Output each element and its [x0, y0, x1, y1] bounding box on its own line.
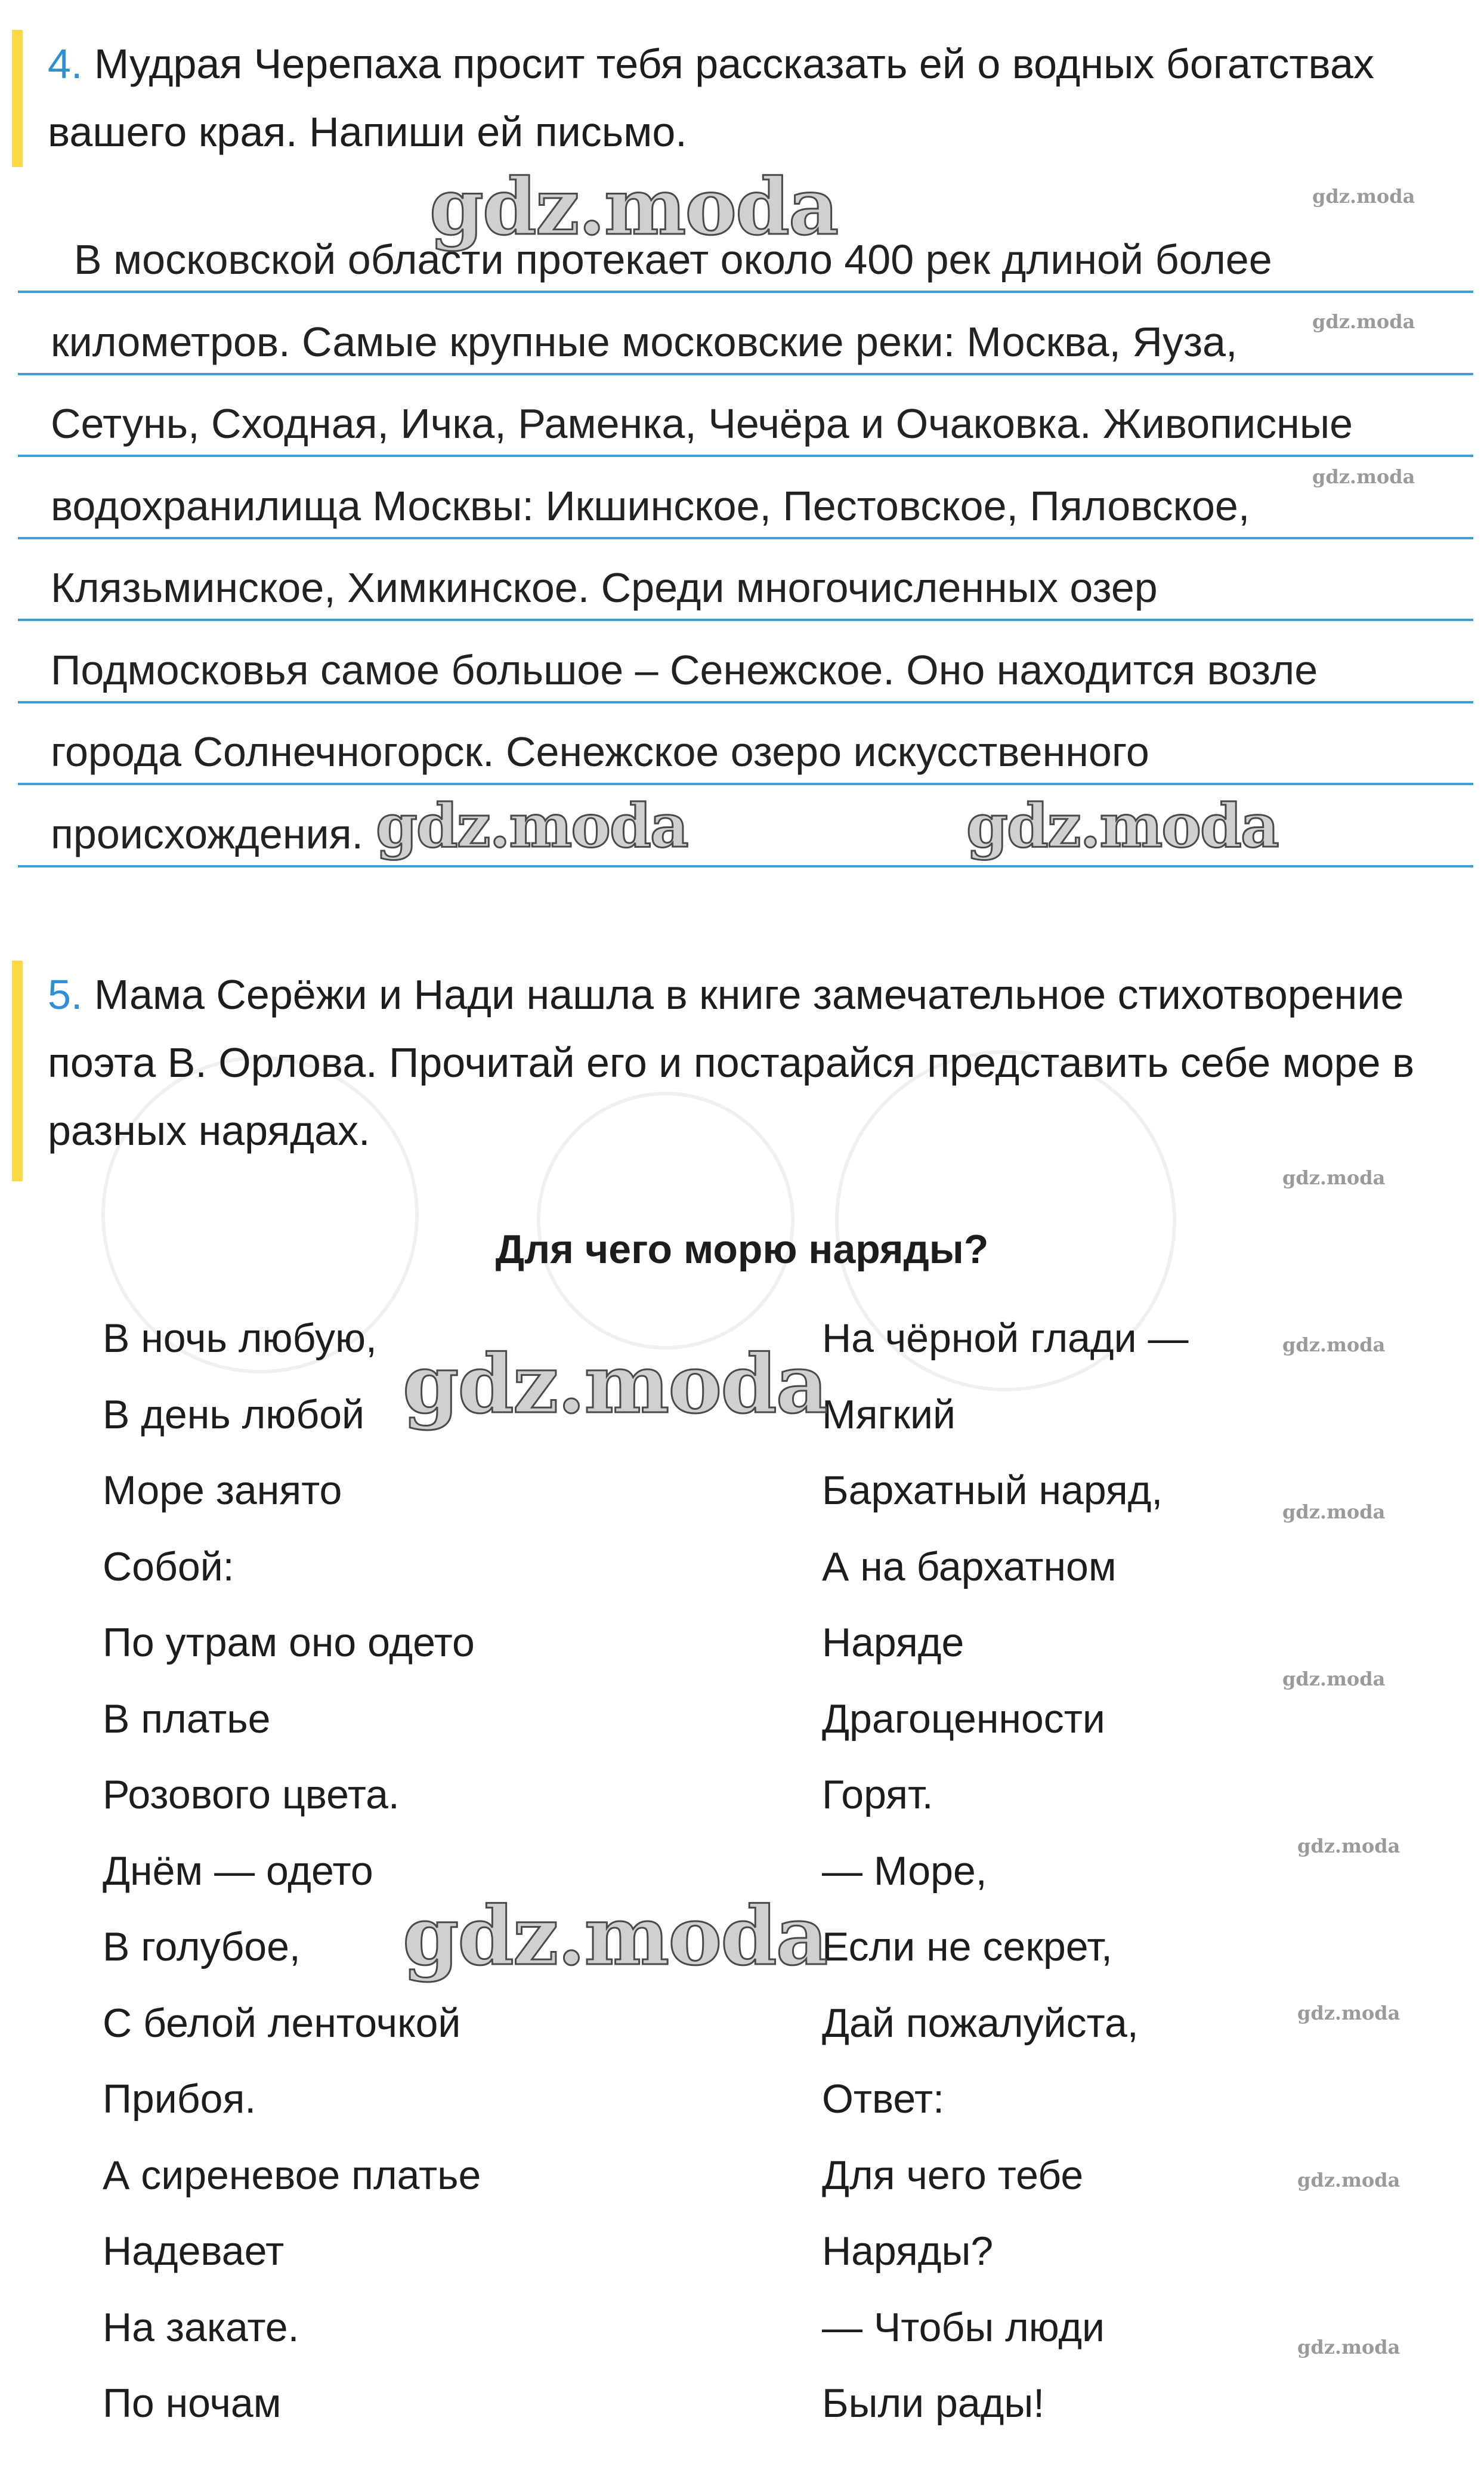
poem-line: По утрам оно одето	[103, 1620, 475, 1665]
watermark: gdz.moda	[1297, 2169, 1400, 2191]
answer-line: километров. Самые крупные московские реки: Москва, Яуза,	[51, 318, 1238, 365]
ruled-line	[18, 455, 1473, 457]
poem-line: Прибоя.	[103, 2076, 256, 2122]
ruled-line	[18, 865, 1473, 867]
ruled-line	[18, 701, 1473, 703]
watermark: gdz.moda	[1312, 185, 1415, 208]
poem-line: А сиреневое платье	[103, 2152, 481, 2198]
answer-line: В московской области протекает около 400 рек длиной более	[51, 236, 1272, 283]
watermark: gdz.moda	[429, 161, 838, 252]
answer-line: Клязьминское, Химкинское. Среди многочисленных озер	[51, 564, 1158, 611]
poem-line: Были рады!	[822, 2381, 1045, 2426]
watermark: gdz.moda	[403, 1336, 827, 1431]
answer-4	[18, 0, 1473, 895]
task-prompt: Мудрая Черепаха просит тебя рассказать ей о водных богатствах вашего края. Напиши ей письмо.	[48, 41, 1374, 155]
poem-line: А на бархатном	[822, 1543, 1117, 1589]
watermark: gdz.moda	[1297, 1835, 1400, 1857]
poem-line: Горят.	[822, 1772, 933, 1817]
watermark: gdz.moda	[1282, 1668, 1386, 1690]
task-5-text	[48, 961, 1420, 1165]
poem-line: В ночь любую,	[103, 1316, 377, 1361]
poem-right-column	[822, 1301, 1189, 2442]
poem-line: Наряды?	[822, 2228, 994, 2274]
task-5	[12, 961, 1455, 1187]
poem-line: С белой ленточкой	[103, 2000, 461, 2046]
watermark: gdz.moda	[1282, 1501, 1386, 1523]
poem-line: Надевает	[103, 2228, 285, 2274]
poem-line: Дай пожалуйста,	[822, 2000, 1139, 2046]
answer-line: города Солнечногорск. Сенежское озеро искусственного	[51, 728, 1149, 775]
ruled-line	[18, 537, 1473, 539]
poem-line: На чёрной глади —	[822, 1316, 1189, 1361]
poem-line: — Море,	[822, 1848, 987, 1894]
poem-line: Наряде	[822, 1620, 964, 1665]
poem-line: В день любой	[103, 1391, 365, 1437]
poem-line: На закате.	[103, 2304, 299, 2350]
answer-line: Подмосковья самое большое – Сенежское. Оно находится возле	[51, 646, 1318, 693]
ruled-line	[18, 783, 1473, 785]
watermark: gdz.moda	[1297, 2336, 1400, 2358]
ruled-line	[18, 291, 1473, 293]
poem-line: Ответ:	[822, 2076, 944, 2122]
watermark: gdz.moda	[1297, 2002, 1400, 2024]
poem-line: Для чего тебе	[822, 2152, 1084, 2198]
task-number: 5.	[48, 971, 83, 1018]
task-accent-bar	[12, 961, 23, 1181]
watermark: gdz.moda	[1282, 1333, 1386, 1356]
answer-line: водохранилища Москвы: Икшинское, Пестовское, Пяловское,	[51, 482, 1250, 529]
poem-line: Море занято	[103, 1468, 342, 1513]
watermark: gdz.moda	[1312, 310, 1415, 333]
poem-line: — Чтобы люди	[822, 2304, 1105, 2350]
watermark: gdz.moda	[403, 1888, 827, 1983]
watermark: gdz.moda	[1282, 1166, 1386, 1189]
ruled-line	[18, 373, 1473, 375]
watermark: gdz.moda	[1312, 465, 1415, 488]
poem-line: По ночам	[103, 2381, 282, 2426]
poem-line: Если не секрет,	[822, 1924, 1112, 1969]
poem-line: В голубое,	[103, 1924, 301, 1969]
watermark: gdz.moda	[376, 791, 688, 861]
watermark: gdz.moda	[966, 791, 1278, 861]
task-number: 4.	[48, 41, 83, 87]
task-prompt: Мама Серёжи и Нади нашла в книге замечательное стихотворение поэта В. Орлова. Прочитай его и постарайся представить себе море в разных нарядах.	[48, 971, 1415, 1154]
answer-line: Сетунь, Сходная, Ичка, Раменка, Чечёра и Очаковка. Живописные	[51, 400, 1353, 447]
poem-line: Днём — одето	[103, 1848, 373, 1894]
poem-line: Розового цвета.	[103, 1772, 400, 1817]
poem-line: В платье	[103, 1696, 271, 1742]
answer-line: происхождения.	[51, 810, 363, 857]
poem-line: Драгоценности	[822, 1696, 1105, 1742]
poem-line: Мягкий	[822, 1391, 956, 1437]
poem-title: Для чего морю наряды?	[495, 1227, 989, 1272]
poem-line: Бархатный наряд,	[822, 1468, 1163, 1513]
poem-line: Собой:	[103, 1543, 234, 1589]
poem-left-column	[103, 1301, 481, 2442]
ruled-line	[18, 619, 1473, 621]
